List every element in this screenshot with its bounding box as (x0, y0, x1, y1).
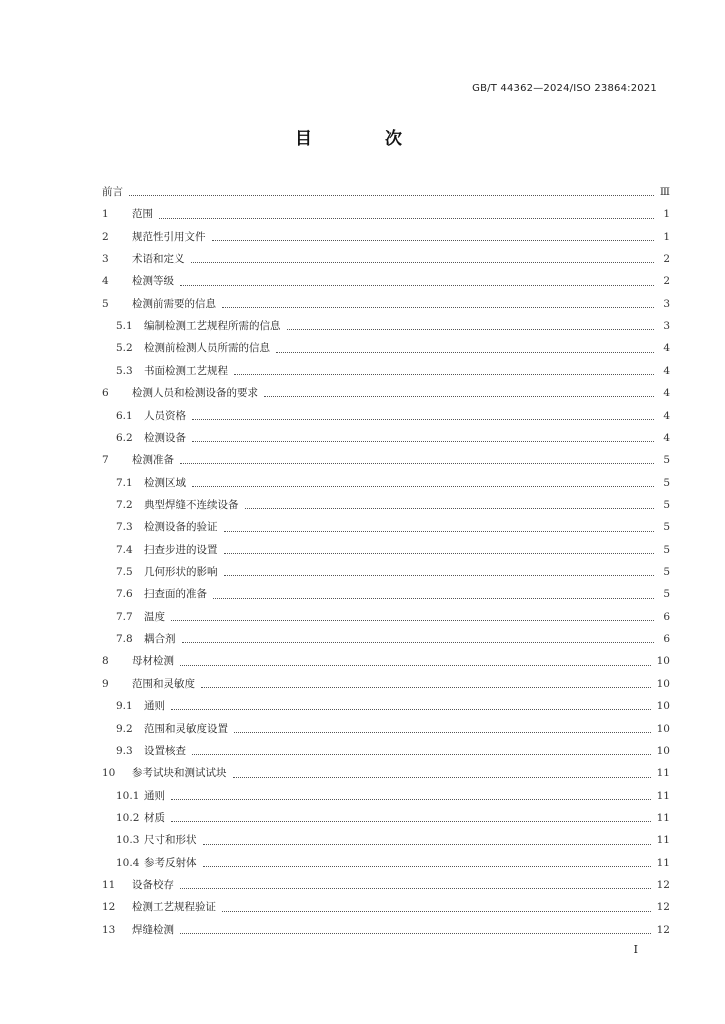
toc-entry[interactable] (102, 606, 670, 628)
toc-entry-number: 10.4 (116, 856, 140, 869)
toc-entry-page: 1 (663, 230, 670, 243)
toc-entry[interactable] (102, 718, 670, 740)
toc-entry[interactable] (102, 449, 670, 471)
toc-entry[interactable] (102, 382, 670, 404)
dot-leader (224, 574, 655, 576)
dot-leader (182, 641, 655, 643)
toc-entry-page: 5 (663, 521, 670, 534)
dot-leader (180, 664, 651, 666)
dot-leader (171, 820, 651, 822)
toc-entry[interactable] (102, 539, 670, 561)
toc-entry[interactable] (102, 628, 670, 650)
toc-entry-number: 7.8 (116, 633, 133, 646)
dot-leader (180, 932, 651, 934)
toc-entry-page: 10 (656, 744, 670, 757)
toc-entry-title: 编制检测工艺规程所需的信息 (144, 320, 281, 333)
toc-entry-page: 6 (663, 610, 670, 623)
toc-entry-number: 2 (102, 230, 109, 243)
dot-leader (192, 485, 654, 487)
toc-entry[interactable] (102, 405, 670, 427)
toc-entry-page: 10 (656, 655, 670, 668)
dot-leader (180, 887, 651, 889)
toc-entry[interactable] (102, 874, 670, 896)
toc-entry-title: 耦合剂 (144, 633, 176, 646)
toc-entry-page: 11 (656, 811, 670, 824)
toc-entry-number: 7.7 (116, 610, 133, 623)
toc-entry-page: 12 (656, 879, 670, 892)
toc-entry-number: 9.2 (116, 722, 133, 735)
toc-entry-number: 3 (102, 253, 109, 265)
toc-entry-number: 6 (102, 387, 109, 400)
toc-entry-title: 母材检测 (132, 655, 174, 668)
toc-entry-page: 5 (663, 543, 670, 556)
toc-entry[interactable] (102, 807, 670, 829)
toc-entry-page: 10 (656, 722, 670, 735)
toc-entry-number: 7.6 (116, 588, 133, 601)
toc-entry-number: 4 (102, 275, 109, 288)
toc-entry-number: 13 (102, 923, 116, 936)
dot-leader (287, 328, 655, 330)
toc-entry-title: 焊缝检测 (132, 923, 174, 936)
toc-entry[interactable] (102, 226, 670, 248)
toc-entry-title: 通则 (144, 700, 165, 713)
dot-leader (203, 865, 651, 867)
dot-leader (213, 597, 654, 599)
dot-leader (159, 217, 654, 219)
toc-entry-title: 参考反射体 (144, 856, 197, 869)
toc-entry-title: 检测准备 (132, 454, 174, 467)
toc-entry-number: 8 (102, 655, 109, 668)
toc-entry[interactable] (102, 315, 670, 337)
dot-leader (264, 395, 654, 397)
toc-entry-number: 6.1 (116, 409, 133, 422)
toc-entry-number: 5.3 (116, 364, 133, 377)
toc-entry-number: 7.1 (116, 476, 133, 489)
toc-entry-page: 11 (656, 834, 670, 847)
toc-entry[interactable] (102, 360, 670, 382)
dot-leader (276, 351, 654, 353)
toc-entry-title: 参考试块和测试试块 (132, 767, 227, 780)
toc-entry-page: 5 (663, 566, 670, 579)
toc-entry-title: 检测等级 (132, 275, 174, 288)
toc-entry-title: 检测设备的验证 (144, 521, 218, 534)
toc-entry-title: 术语和定义 (132, 253, 185, 265)
dot-leader (234, 731, 651, 733)
toc-entry-title: 范围和灵敏度设置 (144, 722, 228, 735)
toc-entry-title: 几何形状的影响 (144, 566, 218, 579)
toc-entry-title: 尺寸和形状 (144, 834, 197, 847)
toc-entry[interactable] (102, 516, 670, 538)
toc-entry-page: 12 (656, 901, 670, 914)
dot-leader (171, 708, 651, 710)
toc-entry-title: 人员资格 (144, 409, 186, 422)
toc-entry-number: 9.3 (116, 744, 133, 757)
toc-entry-number: 7 (102, 454, 109, 467)
dot-leader (201, 686, 651, 688)
toc-entry[interactable] (102, 472, 670, 494)
toc-entry-page: 1 (663, 208, 670, 221)
toc-entry-number: 10.1 (116, 789, 140, 802)
toc-entry-number: 12 (102, 901, 116, 914)
toc-entry-title: 检测工艺规程验证 (132, 901, 216, 914)
toc-entry[interactable] (102, 785, 670, 807)
toc-entry-page: 10 (656, 677, 670, 690)
toc-entry-page: 2 (663, 275, 670, 288)
toc-entry-page: 5 (663, 588, 670, 601)
toc-entry-page: 11 (656, 789, 670, 802)
toc-entry-number: 10.2 (116, 811, 140, 824)
toc-entry-page: 5 (663, 476, 670, 489)
toc-entry-page: 11 (656, 856, 670, 869)
toc-entry-title: 通则 (144, 789, 165, 802)
toc-entry-number: 5 (102, 297, 109, 310)
toc-entry-title: 检测前检测人员所需的信息 (144, 342, 270, 355)
dot-leader (192, 753, 651, 755)
toc-entry-title: 温度 (144, 610, 165, 623)
dot-leader (212, 239, 655, 241)
toc-entry-title: 检测前需要的信息 (132, 297, 216, 310)
dot-leader (224, 552, 655, 554)
toc-entry-page: 4 (663, 364, 670, 377)
toc-entry-title: 前言 (102, 185, 123, 198)
toc-entry-title: 材质 (144, 811, 165, 824)
toc-entry[interactable] (102, 583, 670, 605)
toc-entry-number: 5.1 (116, 320, 133, 333)
toc-entry[interactable] (102, 494, 670, 516)
toc-entry[interactable] (102, 203, 670, 225)
dot-leader (180, 284, 654, 286)
dot-leader (233, 776, 651, 778)
toc-entry-title: 范围和灵敏度 (132, 677, 195, 690)
toc-entry-title: 范围 (132, 208, 153, 221)
toc-entry[interactable] (102, 651, 670, 673)
dot-leader (192, 440, 654, 442)
toc-entry-page: 5 (663, 498, 670, 511)
toc-entry-page: 4 (663, 431, 670, 444)
toc-entry-page: 6 (663, 633, 670, 646)
toc-entry-number: 6.2 (116, 431, 133, 444)
toc-entry-title: 设置核查 (144, 744, 186, 757)
dot-leader (171, 798, 651, 800)
toc-entry-page: 2 (663, 253, 670, 265)
dot-leader (203, 843, 651, 845)
toc-entry-page: 10 (656, 700, 670, 713)
toc-entry-number: 10.3 (116, 834, 140, 847)
toc-entry[interactable] (102, 852, 670, 874)
toc-entry-title: 扫查步进的设置 (144, 543, 218, 556)
toc-entry-title: 检测区域 (144, 476, 186, 489)
toc-entry[interactable] (102, 897, 670, 919)
toc-entry-number: 9.1 (116, 700, 133, 713)
toc-entry-number: 5.2 (116, 342, 133, 355)
toc-entry-page: 5 (663, 454, 670, 467)
toc-entry-number: 10 (102, 767, 116, 780)
standard-code-header: GB/T 44362—2024/ISO 23864:2021 (472, 83, 657, 94)
toc-entry-number: 7.2 (116, 498, 133, 511)
dot-leader (129, 194, 654, 196)
toc-entry[interactable] (102, 829, 670, 851)
toc-entry-title: 扫查面的准备 (144, 588, 207, 601)
toc-entry[interactable] (102, 561, 670, 583)
toc-entry[interactable] (102, 248, 670, 270)
toc-entry-number: 7.3 (116, 521, 133, 534)
toc-entry[interactable] (102, 293, 670, 315)
table-of-contents (102, 181, 670, 941)
toc-entry-title: 检测人员和检测设备的要求 (132, 387, 258, 400)
dot-leader (234, 373, 654, 375)
toc-entry-page: 4 (663, 342, 670, 355)
dot-leader (245, 507, 655, 509)
toc-entry-title: 规范性引用文件 (132, 230, 206, 243)
dot-leader (192, 418, 654, 420)
toc-entry-title: 书面检测工艺规程 (144, 364, 228, 377)
toc-entry[interactable] (102, 270, 670, 292)
toc-entry[interactable] (102, 740, 670, 762)
toc-entry-title: 典型焊缝不连续设备 (144, 498, 239, 511)
toc-entry[interactable] (102, 427, 670, 449)
toc-entry[interactable] (102, 695, 670, 717)
toc-entry-number: 7.5 (116, 566, 133, 579)
toc-title: 目 次 (295, 129, 430, 149)
toc-entry[interactable] (102, 338, 670, 360)
dot-leader (222, 910, 651, 912)
toc-entry[interactable] (102, 673, 670, 695)
toc-entry-page: 3 (663, 320, 670, 333)
toc-entry-page: 3 (663, 297, 670, 310)
toc-entry-number: 11 (102, 879, 116, 892)
toc-entry-title: 检测设备 (144, 431, 186, 444)
toc-entry-page: 12 (656, 923, 670, 936)
toc-entry-page: 11 (656, 767, 670, 780)
toc-entry[interactable] (102, 181, 670, 203)
dot-leader (222, 306, 654, 308)
toc-entry-page: 4 (663, 387, 670, 400)
toc-entry-page: Ⅲ (659, 185, 670, 198)
dot-leader (224, 530, 655, 532)
dot-leader (180, 462, 654, 464)
page-number: Ⅰ (633, 943, 638, 956)
toc-entry-page: 4 (663, 409, 670, 422)
dot-leader (171, 619, 654, 621)
toc-entry[interactable] (102, 919, 670, 941)
dot-leader (191, 261, 655, 263)
toc-entry-title: 设备校存 (132, 879, 174, 892)
toc-entry-number: 1 (102, 208, 109, 221)
toc-entry-number: 7.4 (116, 543, 133, 556)
toc-entry[interactable] (102, 762, 670, 784)
toc-entry-number: 9 (102, 677, 109, 690)
